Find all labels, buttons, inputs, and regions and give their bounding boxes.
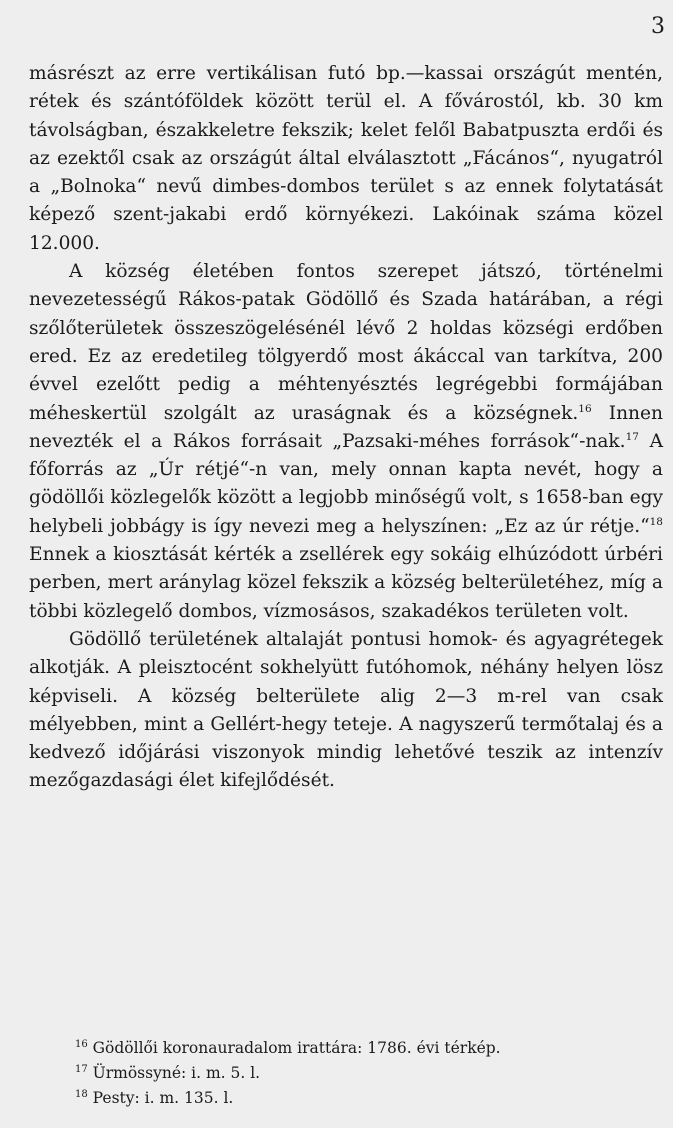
footnote-17 (75, 1061, 635, 1086)
footnote-ref-16: 16 (578, 402, 592, 415)
paragraph-text: másrészt az erre vertikálisan futó bp.—kassai országút mentén, rétek és szántóföldek között terül el. A fővárostól, kb. 30 km távolságban, északkeletre fekszik; kelet felől Babatpuszta erdői és az ezektől csak az országút által elválasztott „Fácános“, nyugatról a „Bolnoka“ nevű dimbes-dombos terület s az ennek folytatását képező szent-jakabi erdő környékezi. Lakóinak száma közel 12.000. (29, 63, 663, 254)
paragraph-3 (29, 626, 663, 796)
footnote-ref-18: 18 (649, 515, 663, 528)
paragraph-text: Innen nevezték el a Rákos forrásait „Pazsaki-méhes források“-nak. (29, 402, 663, 452)
footnote-text: Pesty: i. m. 135. l. (92, 1089, 234, 1107)
footnote-text: Ürmössyné: i. m. 5. l. (92, 1064, 261, 1082)
footnote-16 (75, 1036, 635, 1061)
footnote-text: Gödöllői koronauradalom irattára: 1786. évi térkép. (92, 1039, 501, 1057)
footnote-ref-17: 17 (625, 430, 639, 443)
footnote-number: 17 (75, 1063, 88, 1075)
paragraph-text: Gödöllő területének altalaját pontusi homok- és agyagrétegek alkotják. A pleisztocént sokhelyütt futóhomok, néhány helyen lösz képviseli. A község belterülete alig 2—3 m-rel van csak mélyebben, mint a Gellért-hegy teteje. A nagyszerű termőtalaj és a kedvező időjárási viszonyok mindig lehetővé teszik az intenzív mezőgazdasági élet kifejlődését. (29, 628, 663, 792)
paragraph-1 (29, 60, 663, 258)
footnote-number: 18 (75, 1088, 88, 1100)
body-text (29, 60, 663, 796)
paragraph-2 (29, 258, 663, 626)
page-number: 3 (651, 14, 665, 39)
footnote-18 (75, 1086, 635, 1111)
footnote-number: 16 (75, 1038, 88, 1050)
paragraph-text: A főforrás az „Úr rétjé“-n van, mely onnan kapta nevét, hogy a gödöllői közlegelők között a legjobb minőségű volt, s 1658-ban egy helybeli jobbágy is így nevezi meg a helyszínen: „Ez az úr rétje.“ (29, 430, 663, 537)
paragraph-text: A község életében fontos szerepet játszó, történelmi nevezetességű Rákos-patak Gödöllő és Szada határában, a régi szőlőterületek összeszögelésénél lévő 2 holdas községi erdőben ered. Ez az eredetileg tölgyerdő most ákáccal van tarkítva, 200 évvel ezelőtt pedig a méhtenyésztés legrégebbi formájában méheskertül szolgált az uraságnak és a községnek. (29, 261, 663, 424)
paragraph-text: Ennek a kiosztását kérték a zsellérek egy sokáig elhúzódott úrbéri perben, mert aránylag közel fekszik a község belterületéhez, míg a többi közlegelő dombos, vízmosásos, szakadékos területen volt. (29, 544, 663, 622)
footnotes (75, 1036, 635, 1111)
